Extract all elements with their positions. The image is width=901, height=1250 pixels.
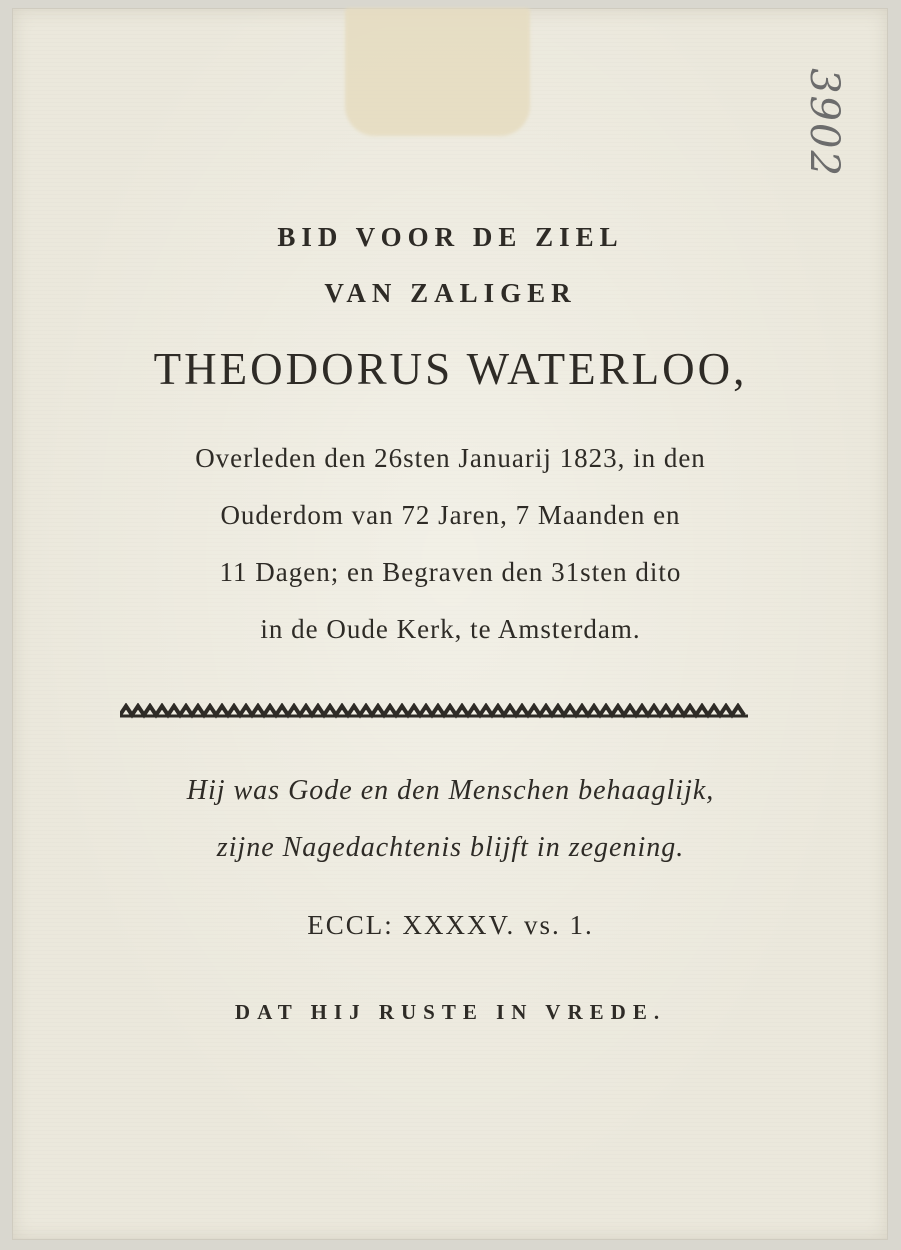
verse-line: Hij was Gode en den Menschen behaaglijk, xyxy=(186,775,715,806)
catalog-number: 3902 xyxy=(801,68,848,178)
heading-line-1: BID VOOR DE ZIEL xyxy=(277,222,624,252)
paper-stain xyxy=(345,8,530,136)
body-line: in de Oude Kerk, te Amsterdam. xyxy=(260,614,641,644)
closing-line: DAT HIJ RUSTE IN VREDE. xyxy=(234,1000,667,1024)
heading-line-2: VAN ZALIGER xyxy=(324,278,577,308)
body-line: Overleden den 26sten Januarij 1823, in den xyxy=(195,443,706,473)
scripture-reference: ECCL: XXXXV. vs. 1. xyxy=(307,910,594,940)
deceased-name: THEODORUS WATERLOO, xyxy=(153,344,748,394)
body-line: 11 Dagen; en Begraven den 31sten dito xyxy=(219,557,682,587)
body-line: Ouderdom van 72 Jaren, 7 Maanden en xyxy=(220,500,681,530)
verse-line: zijne Nagedachtenis blijft in zegening. xyxy=(216,832,685,863)
ornamental-divider xyxy=(120,703,748,719)
